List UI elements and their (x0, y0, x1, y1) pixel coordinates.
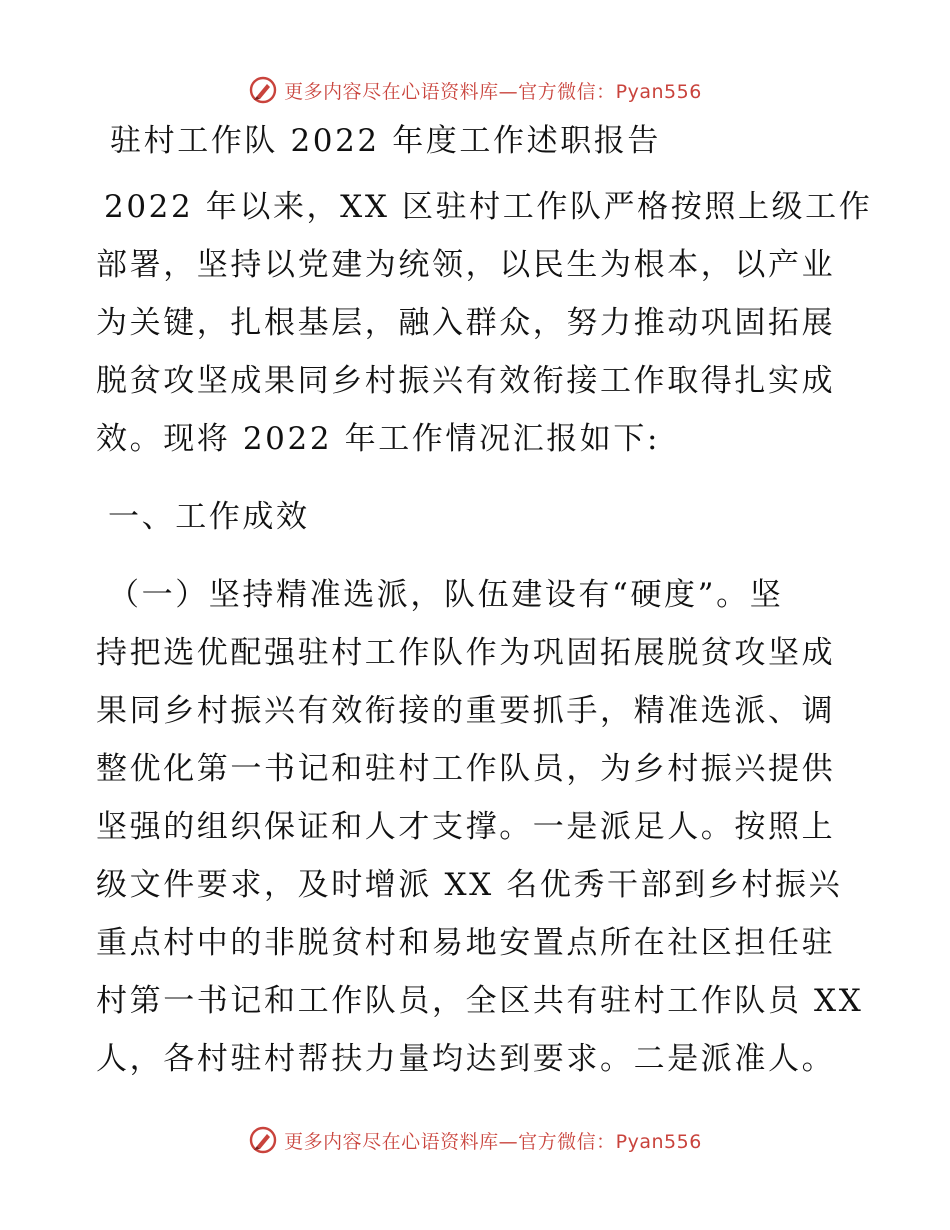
paragraph-line: （一）坚持精准选派，队伍建设有“硬度”。坚 (108, 577, 784, 613)
pen-circle-logo-icon (248, 75, 278, 105)
paragraph-line: 整优化第一书记和驻村工作队员，为乡村振兴提供 (96, 751, 836, 787)
paragraph-line: 持把选优配强驻村工作队作为巩固拓展脱贫攻坚成 (96, 635, 836, 671)
pen-circle-logo-icon (248, 1125, 278, 1155)
paragraph-line: 脱贫攻坚成果同乡村振兴有效衔接工作取得扎实成 (96, 363, 836, 399)
paragraph-line: 2022 年以来，XX 区驻村工作队严格按照上级工作 (104, 189, 873, 225)
paragraph-line: 村第一书记和工作队员，全区共有驻村工作队员 XX (96, 983, 864, 1019)
paragraph-line: 人，各村驻村帮扶力量均达到要求。二是派准人。 (96, 1041, 836, 1077)
paragraph-line: 级文件要求，及时增派 XX 名优秀干部到乡村振兴 (96, 867, 843, 903)
paragraph-line: 部署，坚持以党建为统领，以民生为根本，以产业 (96, 247, 836, 283)
banner-text: 更多内容尽在心语资料库—官方微信：Pyan556 (284, 1130, 702, 1153)
paragraph-line: 为关键，扎根基层，融入群众，努力推动巩固拓展 (96, 305, 836, 341)
document-title: 驻村工作队 2022 年度工作述职报告 (110, 123, 661, 159)
header-banner (0, 70, 950, 110)
paragraph-line: 重点村中的非脱贫村和易地安置点所在社区担任驻 (96, 925, 836, 961)
section-heading: 一、工作成效 (108, 499, 310, 535)
paragraph-line: 坚强的组织保证和人才支撑。一是派足人。按照上 (96, 809, 836, 845)
footer-banner (0, 1120, 950, 1160)
paragraph-line: 效。现将 2022 年工作情况汇报如下: (96, 421, 661, 457)
paragraph-line: 果同乡村振兴有效衔接的重要抓手，精准选派、调 (96, 693, 836, 729)
banner-text: 更多内容尽在心语资料库—官方微信：Pyan556 (284, 80, 702, 103)
document-body (96, 112, 873, 1088)
